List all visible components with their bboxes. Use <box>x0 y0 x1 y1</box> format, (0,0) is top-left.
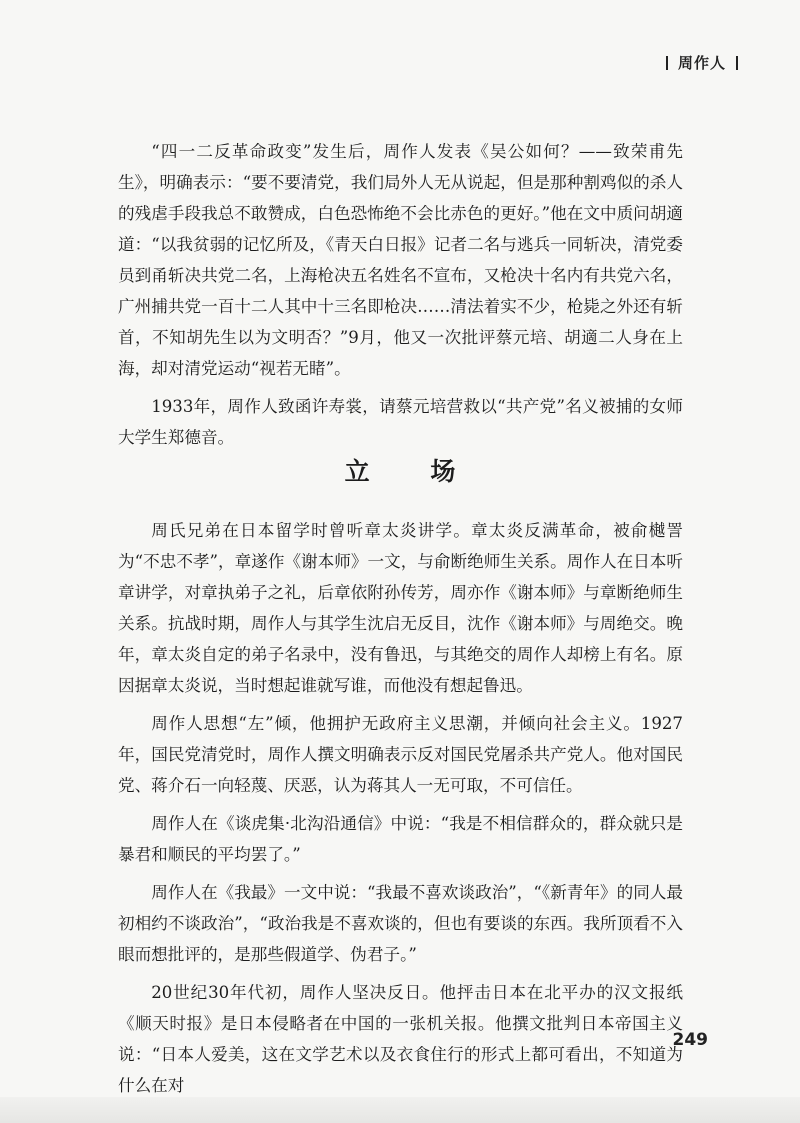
running-head-right-rule <box>736 56 738 70</box>
paragraph: 周作人在《谈虎集·北沟沿通信》中说：“我是不相信群众的，群众就只是暴君和顺民的平均罢了。” <box>118 814 683 864</box>
running-head <box>656 52 748 73</box>
paragraph: 周作人思想“左”倾，他拥护无政府主义思潮，并倾向社会主义。1927年，国民党清党时，周作人撰文明确表示反对国民党屠杀共产党人。他对国民党、蒋介石一向轻蔑、厌恶，认为蒋其人一无可取，不可信任。 <box>118 714 683 795</box>
paragraph: “四一二反革命政变”发生后，周作人发表《吴公如何？——致荣甫先生》，明确表示：“要不要清党，我们局外人无从说起，但是那种割鸡似的杀人的残虐手段我总不敢赞成，白色恐怖绝不会比赤色的更好。”他在文中质问胡適道：“以我贫弱的记忆所及，《青天白日报》记者二名与逃兵一同斩决，清党委员到甬斩决共党二名，上海枪决五名姓名不宣布，又枪决十名内有共党六名，广州捕共党一百十二人其中十三名即枪决……清法着实不少，枪毙之外还有斩首，不知胡先生以为文明否？”9月，他又一次批评蔡元培、胡適二人身在上海，却对清党运动“视若无睹”。 <box>118 142 683 378</box>
paragraph: 1933年，周作人致函许寿裳，请蔡元培营救以“共产党”名义被捕的女师大学生郑德音。 <box>118 397 683 447</box>
running-head-left-rule <box>666 56 668 70</box>
paragraph: 周作人在《我最》一文中说：“我最不喜欢谈政治”，“《新青年》的同人最初相约不谈政治”，“政治我是不喜欢谈的，但也有要谈的东西。我所顶看不入眼而想批评的，是那些假道学、伪君子。” <box>118 883 683 964</box>
scan-bottom-edge <box>0 1097 800 1123</box>
paragraph: 周氏兄弟在日本留学时曾听章太炎讲学。章太炎反满革命，被俞樾詈为“不忠不孝”，章遂作《谢本师》一文，与俞断绝师生关系。周作人在日本听章讲学，对章执弟子之礼，后章依附孙传芳，周亦作《谢本师》与章断绝师生关系。抗战时期，周作人与其学生沈启无反目，沈作《谢本师》与周绝交。晚年，章太炎自定的弟子名录中，没有鲁迅，与其绝交的周作人却榜上有名。原因据章太炎说，当时想起谁就写谁，而他没有想起鲁迅。 <box>118 521 683 695</box>
paragraph: 20世纪30年代初，周作人坚决反日。他抨击日本在北平办的汉文报纸《顺天时报》是日本侵略者在中国的一张机关报。他撰文批判日本帝国主义说：“日本人爱美，这在文学艺术以及衣食住行的形式上都可看出，不知道为什么在对 <box>118 983 683 1095</box>
text-block-after-section <box>118 515 683 1108</box>
section-heading: 立 场 <box>344 457 482 486</box>
running-head-title: 周作人 <box>677 54 726 72</box>
page-number: 249 <box>672 1030 708 1050</box>
text-block-before-section <box>118 136 683 460</box>
